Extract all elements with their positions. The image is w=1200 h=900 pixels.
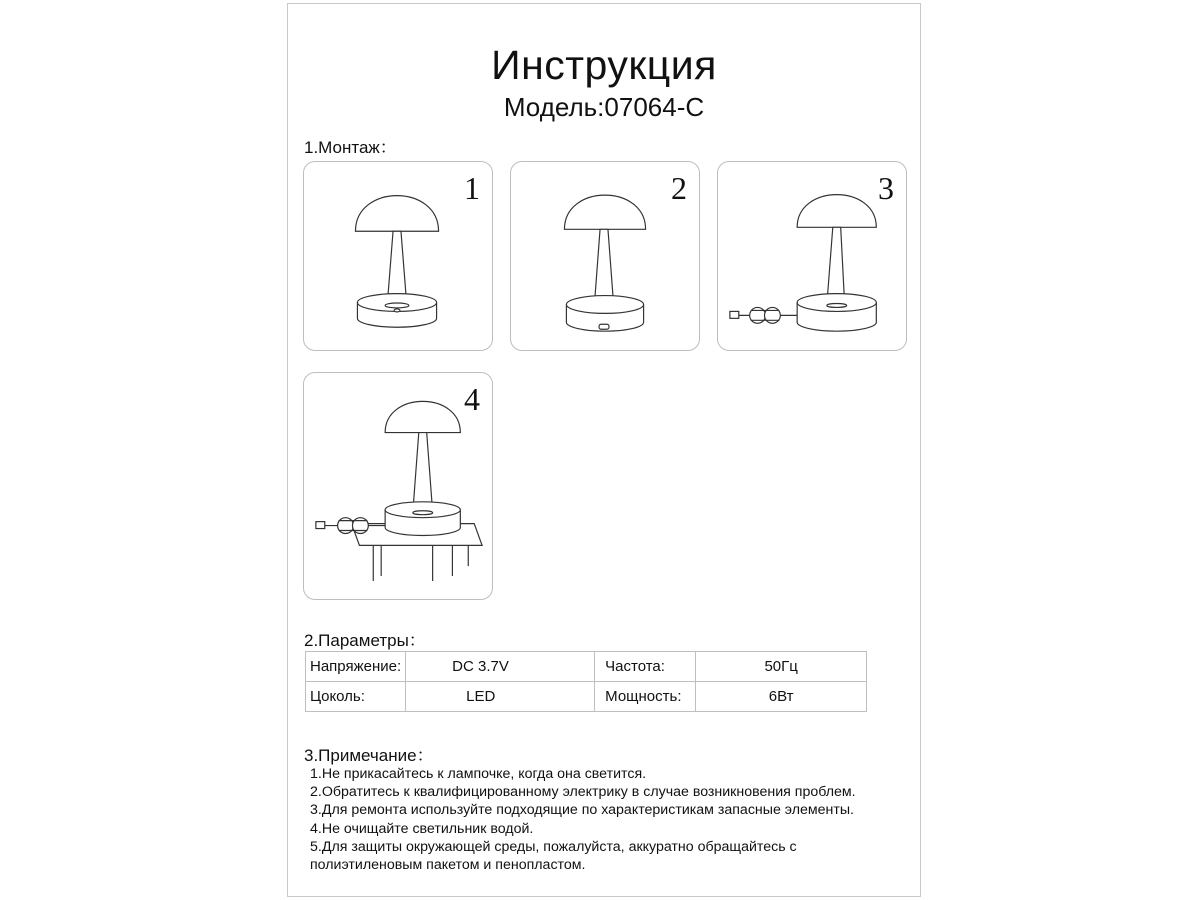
instruction-sheet bbox=[287, 3, 921, 897]
assembly-step-1-panel bbox=[303, 161, 493, 351]
list-item: 4.Не очищайте светильник водой. bbox=[310, 820, 534, 837]
assembly-step-4-panel bbox=[303, 372, 493, 600]
list-item: 1.Не прикасайтесь к лампочке, когда она светится. bbox=[310, 766, 647, 782]
param-label-voltage: Напряжение: bbox=[306, 652, 406, 682]
step-number: 4 bbox=[464, 381, 480, 417]
assembly-step-2-panel bbox=[510, 161, 700, 351]
step-number: 2 bbox=[671, 170, 687, 206]
param-label-power: Мощность: bbox=[595, 682, 696, 712]
param-value-power: 6Вт bbox=[696, 682, 867, 712]
model-number: Модель:07064-C bbox=[503, 92, 705, 122]
param-label-frequency: Частота: bbox=[595, 652, 696, 682]
step-number: 3 bbox=[878, 170, 894, 206]
param-value-voltage: DC 3.7V bbox=[406, 652, 595, 682]
notes-list bbox=[310, 765, 856, 874]
table-row bbox=[306, 652, 867, 682]
table-row bbox=[306, 682, 867, 712]
list-item: 2.Обратитесь к квалифицированному электрику в случае возникновения проблем. bbox=[310, 784, 856, 801]
param-label-base: Цоколь: bbox=[306, 682, 406, 712]
list-item: 3.Для ремонта используйте подходящие по характеристикам запасные элементы. bbox=[310, 802, 854, 819]
param-value-frequency: 50Гц bbox=[696, 652, 867, 682]
section-notes-heading: 3.Примечание： bbox=[304, 746, 434, 765]
parameters-table bbox=[305, 651, 867, 712]
section-parameters-heading: 2.Параметры： bbox=[304, 631, 426, 650]
document-title: Инструкция bbox=[491, 42, 717, 88]
list-item: 5.Для защиты окружающей среды, пожалуйста, аккуратно обращайтесь с bbox=[310, 838, 797, 855]
list-item: полиэтиленовым пакетом и пенопластом. bbox=[310, 857, 586, 874]
step-number: 1 bbox=[464, 170, 480, 206]
section-mounting-heading: 1.Монтаж： bbox=[304, 138, 397, 157]
assembly-step-3-panel bbox=[717, 161, 907, 351]
param-value-base: LED bbox=[406, 682, 595, 712]
